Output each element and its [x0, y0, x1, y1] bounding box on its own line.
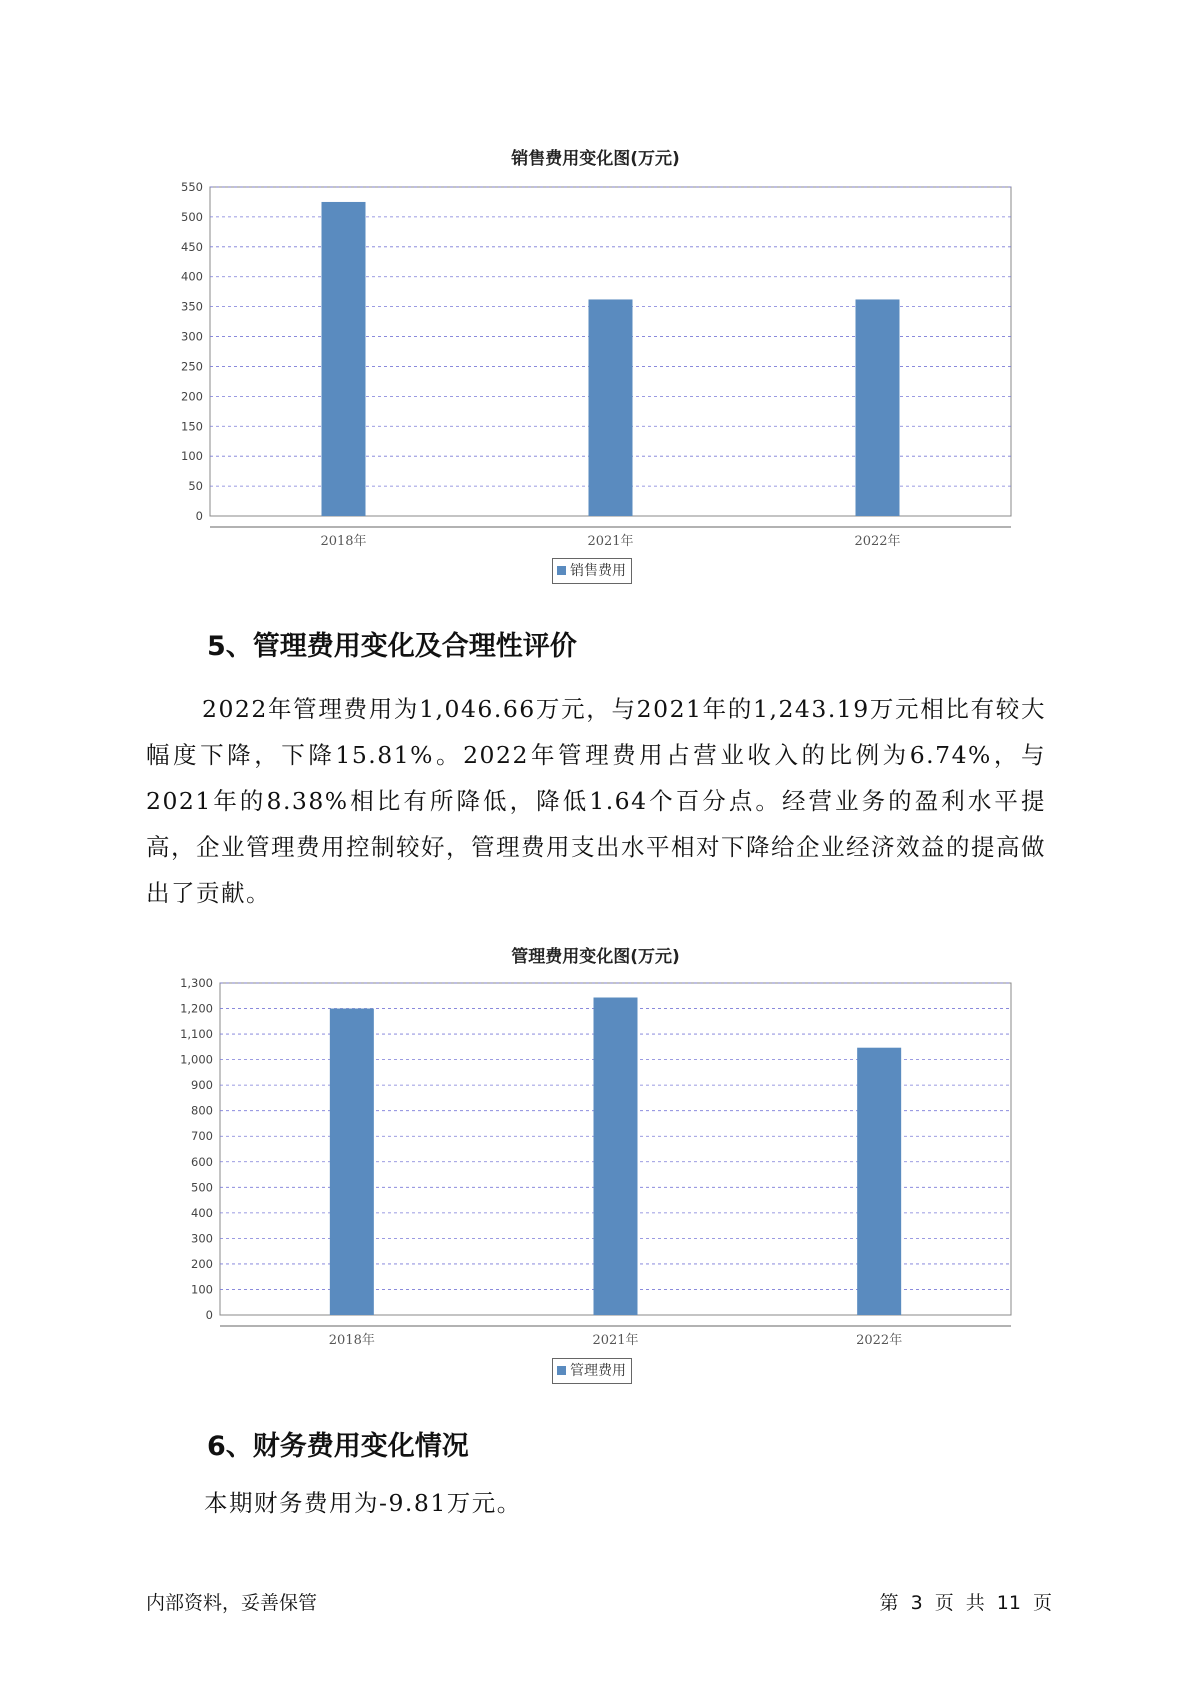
y-tick-label: 400	[181, 269, 203, 284]
y-tick-label: 300	[191, 1231, 213, 1246]
chart2-legend-label: 管理费用	[570, 1363, 626, 1379]
y-tick-label: 250	[181, 359, 203, 374]
bar	[322, 202, 366, 516]
x-tick-label: 2021年	[592, 1333, 639, 1348]
y-tick-label: 0	[195, 509, 203, 523]
y-tick-label: 200	[181, 389, 203, 404]
x-tick-label: 2022年	[856, 1333, 903, 1348]
chart1-legend	[552, 558, 632, 584]
bar	[857, 1048, 901, 1315]
y-tick-label: 400	[191, 1205, 213, 1220]
y-tick-label: 100	[191, 1282, 213, 1297]
x-tick-label: 2021年	[587, 534, 634, 549]
section6-paragraph: 本期财务费用为-9.81万元。	[204, 1489, 522, 1517]
y-tick-label: 300	[181, 329, 203, 344]
chart2-legend	[552, 1358, 632, 1384]
y-tick-label: 150	[181, 419, 203, 434]
y-tick-label: 100	[181, 449, 203, 464]
bar	[594, 998, 638, 1315]
section5-heading: 5、管理费用变化及合理性评价	[207, 631, 577, 662]
y-tick-label: 200	[191, 1256, 213, 1271]
bar	[856, 299, 900, 516]
y-tick-label: 0	[205, 1308, 213, 1322]
y-tick-label: 350	[181, 299, 203, 314]
chart1-legend-label: 销售费用	[570, 563, 626, 579]
x-tick-label: 2018年	[328, 1333, 375, 1348]
y-tick-label: 1,200	[180, 1001, 213, 1016]
footer-confidential-note: 内部资料，妥善保管	[146, 1592, 318, 1614]
legend-swatch	[557, 1366, 566, 1375]
y-tick-label: 550	[181, 180, 203, 194]
section6-heading: 6、财务费用变化情况	[207, 1431, 469, 1462]
bar	[330, 1009, 374, 1315]
y-tick-label: 1,000	[180, 1052, 213, 1067]
chart1-title: 销售费用变化图(万元)	[511, 149, 680, 169]
section5-paragraph: 2022年管理费用为1,046.66万元，与2021年的1,243.19万元相比有较大幅度下降，下降15.81%。2022年管理费用占营业收入的比例为6.74%，与2021年的8.38%相比有所降低，降低1.64个百分点。经营业务的盈利水平提高，企业管理费用控制较好，管理费用支出水平相对下降给企业经济效益的提高做出了贡献。	[146, 695, 1046, 907]
x-tick-label: 2018年	[320, 534, 367, 549]
chart2-admin-expense	[0, 960, 1191, 1360]
footer-page-number: 第 3 页 共 11 页	[879, 1592, 1052, 1614]
chart2-title: 管理费用变化图(万元)	[511, 947, 680, 967]
y-tick-label: 800	[191, 1103, 213, 1118]
y-tick-label: 1,100	[180, 1027, 213, 1042]
y-tick-label: 450	[181, 239, 203, 254]
y-tick-label: 50	[188, 479, 203, 494]
bar	[589, 299, 633, 516]
chart1-sales-expense	[0, 160, 1191, 560]
y-tick-label: 900	[191, 1078, 213, 1093]
x-tick-label: 2022年	[854, 534, 901, 549]
y-tick-label: 700	[191, 1129, 213, 1144]
y-tick-label: 600	[191, 1154, 213, 1169]
y-tick-label: 500	[191, 1180, 213, 1195]
legend-swatch	[557, 566, 566, 575]
y-tick-label: 500	[181, 209, 203, 224]
y-tick-label: 1,300	[180, 976, 213, 990]
